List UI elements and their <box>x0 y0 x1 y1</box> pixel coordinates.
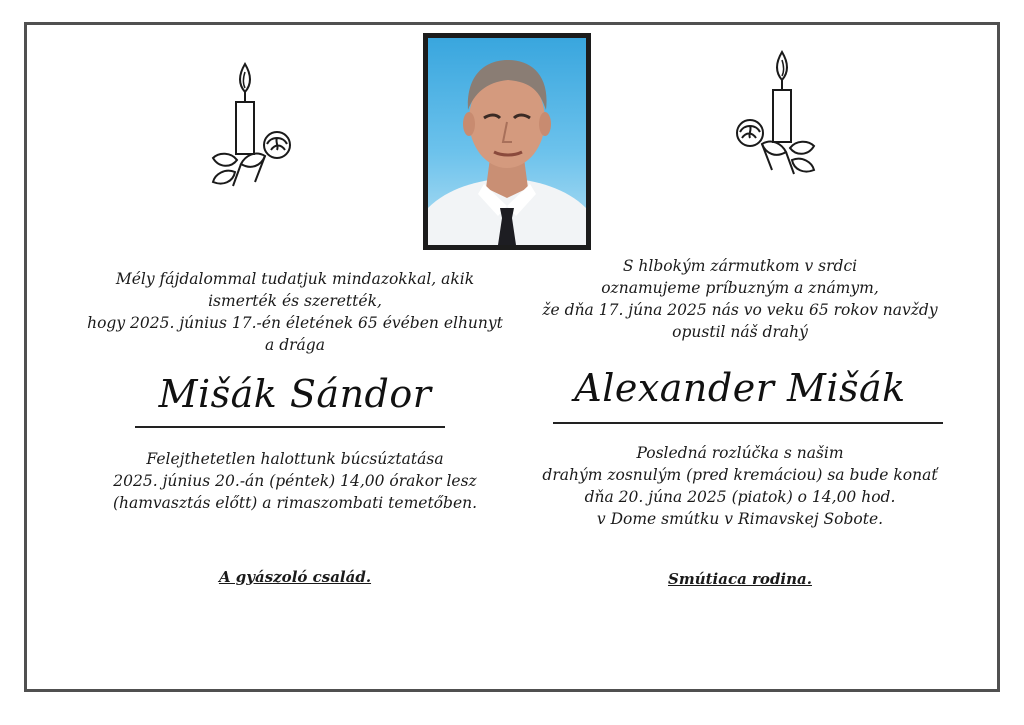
intro-line: a drága <box>265 336 325 354</box>
portrait-illustration <box>428 38 586 245</box>
candle-with-roses-icon <box>205 60 305 190</box>
intro-line: ismerték és szerették, <box>208 292 382 310</box>
signature-slovak: Smútiaca rodina. <box>668 570 812 588</box>
signature-hungarian: A gyászoló család. <box>218 568 372 586</box>
name-underline <box>135 426 445 428</box>
hungarian-announcement <box>80 268 510 356</box>
intro-line: S hlbokým zármutkom v srdci <box>622 257 858 275</box>
funeral-line: (hamvasztás előtt) a rimaszombati temetőben. <box>112 494 478 512</box>
hungarian-funeral-info <box>80 448 510 514</box>
funeral-line: Felejthetetlen halottunk búcsúztatása <box>146 450 444 468</box>
funeral-line: 2025. június 20.-án (péntek) 14,00 órakor lesz <box>113 472 477 490</box>
portrait-photo <box>423 33 591 250</box>
intro-line: hogy 2025. június 17.-én életének 65 évében elhunyt <box>87 314 503 332</box>
intro-line: oznamujeme príbuzným a známym, <box>601 279 879 297</box>
funeral-line: dňa 20. júna 2025 (piatok) o 14,00 hod. <box>584 488 896 506</box>
slovak-funeral-info <box>520 442 960 530</box>
slovak-announcement <box>520 255 960 343</box>
intro-line: že dňa 17. júna 2025 nás vo veku 65 rokov navždy <box>542 301 938 319</box>
deceased-name-hungarian: Mišák Sándor <box>158 372 432 416</box>
funeral-line: drahým zosnulým (pred kremáciou) sa bude konať <box>542 466 938 484</box>
intro-line: opustil náš drahý <box>672 323 808 341</box>
candle-with-roses-icon <box>722 48 822 178</box>
intro-line: Mély fájdalommal tudatjuk mindazokkal, akik <box>115 270 475 288</box>
name-underline <box>553 422 943 424</box>
funeral-line: v Dome smútku v Rimavskej Sobote. <box>596 510 884 528</box>
deceased-name-slovak: Alexander Mišák <box>574 366 906 410</box>
funeral-line: Posledná rozlúčka s našim <box>636 444 844 462</box>
